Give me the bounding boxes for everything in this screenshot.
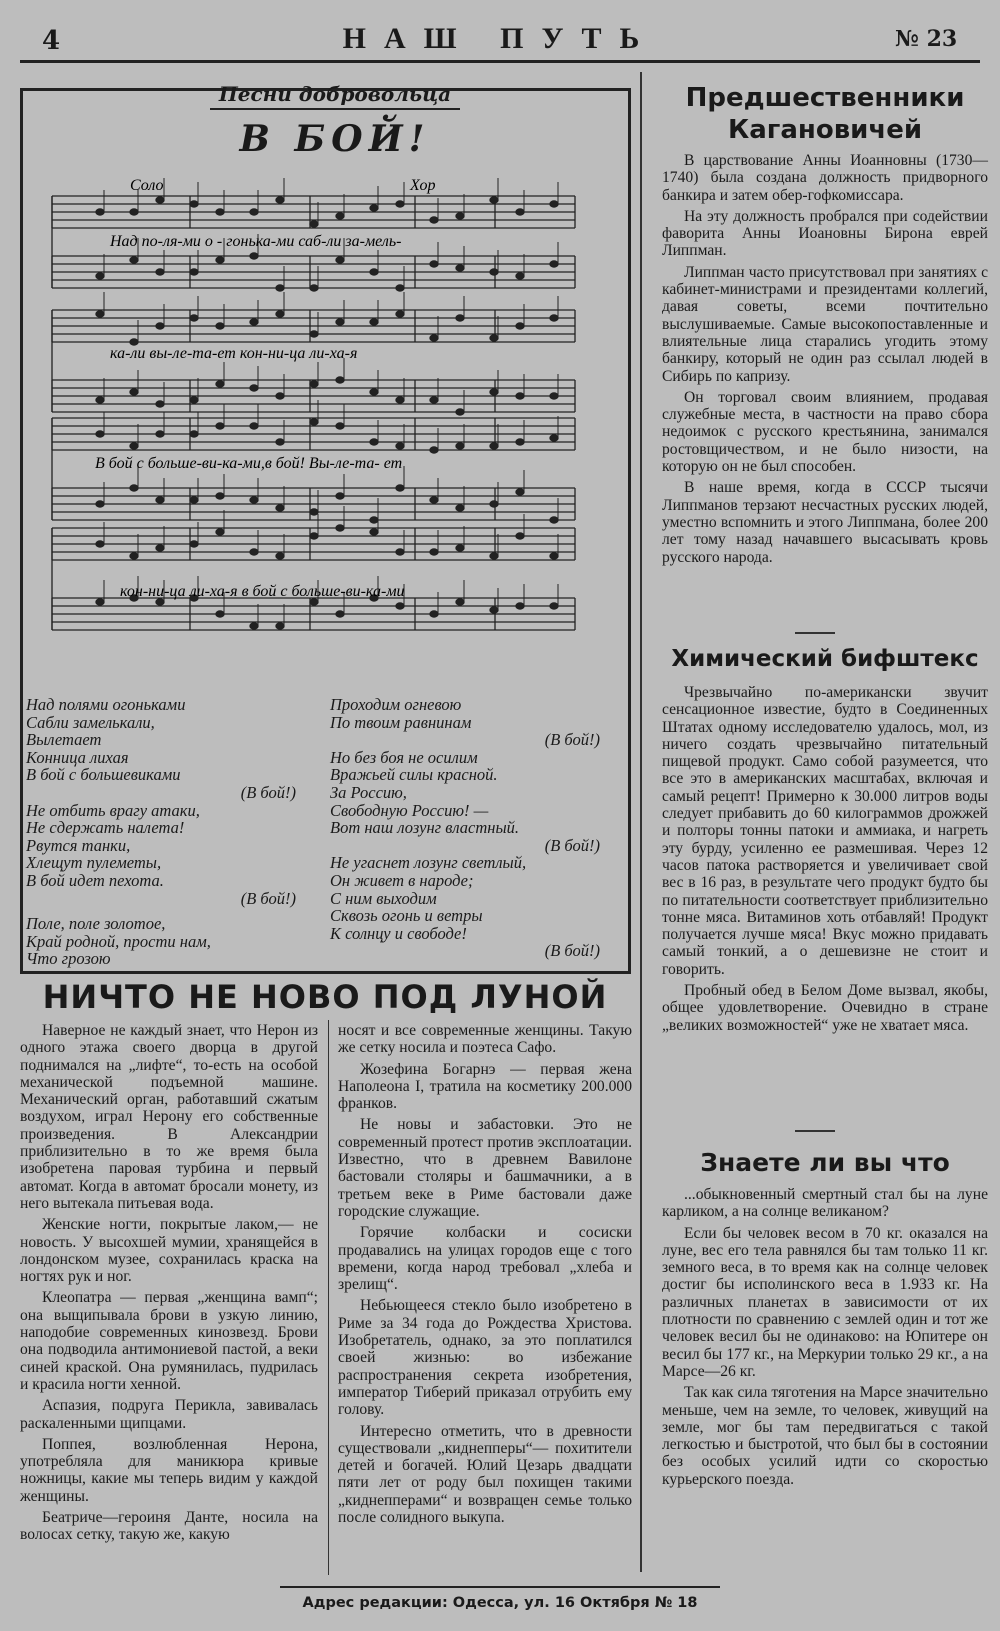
note-head bbox=[396, 311, 404, 317]
note-head bbox=[336, 319, 344, 325]
note-head bbox=[190, 541, 198, 547]
note-head bbox=[216, 493, 224, 499]
newspaper-title: НАШ ПУТЬ bbox=[342, 22, 658, 55]
note-head bbox=[516, 533, 524, 539]
choir-label: Хор bbox=[410, 178, 436, 194]
note-head bbox=[216, 257, 224, 263]
note-head bbox=[490, 501, 498, 507]
section-divider bbox=[795, 1130, 835, 1132]
sheet-music bbox=[40, 178, 610, 668]
column-divider bbox=[640, 72, 642, 1572]
note-head bbox=[96, 311, 104, 317]
note-head bbox=[516, 273, 524, 279]
note-head bbox=[336, 525, 344, 531]
note-head bbox=[456, 505, 464, 511]
note-head bbox=[516, 209, 524, 215]
note-head bbox=[370, 319, 378, 325]
editorial-address: Адрес редакции: Одесса, ул. 16 Октября № 18 bbox=[302, 1595, 698, 1611]
note-head bbox=[216, 611, 224, 617]
note-head bbox=[396, 485, 404, 491]
note-head bbox=[96, 273, 104, 279]
moon-title: НИЧТО НЕ НОВО ПОД ЛУНОЙ bbox=[42, 978, 608, 1016]
note-head bbox=[96, 599, 104, 605]
note-head bbox=[396, 549, 404, 555]
note-head bbox=[310, 533, 318, 539]
note-head bbox=[516, 489, 524, 495]
note-head bbox=[276, 311, 284, 317]
note-head bbox=[190, 269, 198, 275]
note-head bbox=[396, 603, 404, 609]
note-head bbox=[250, 209, 258, 215]
note-head bbox=[250, 549, 258, 555]
note-head bbox=[310, 509, 318, 515]
note-head bbox=[310, 285, 318, 291]
staff-lyric-1: Над по-ля-ми о - гонька-ми саб-ли за-мель- bbox=[110, 233, 402, 250]
note-head bbox=[370, 517, 378, 523]
song-kicker: Песни добровольца bbox=[210, 82, 460, 110]
note-head bbox=[156, 197, 164, 203]
note-head bbox=[310, 221, 318, 227]
staff-lyric-4: кон-ни-ца ли-ха-я в бой с больше-ви-ка-ми bbox=[120, 583, 405, 600]
note-head bbox=[216, 423, 224, 429]
steak-body: Чрезвычайно по-американски звучит сенсационное известие, будто в Соединенных Штатах одному исследователю удалось, мол, из ничего создать чрезвычайно питательный пищевой продукт. Само собой разумеется, что все это в американских масштабах, включая и самый рецепт! Примерно к 30.000 литров воды следует прибавить до 60 килограммов дрожжей и полторы тонны патоки и аммиака, и нагреть эту бурду, усиленно ее размешивая. Через 12 часов патока растворяется и увеличивает свой вес в 16 раз, в результате чего продукт будто бы по питательности соответствует приблизительно тонне мяса. Витаминов хоть отбавляй! Продукт получается лучше мяса! Вкус можно придавать самый тонкий, а о дешевизне не стоит и говорить. Пробный обед в Белом Доме вызвал, якобы, общее удовлетворение. Очевидно в стране „великих возможностей“ уже не хватает мяса. bbox=[662, 684, 988, 1034]
refrain: (В бой!) bbox=[544, 835, 600, 855]
note-head bbox=[456, 409, 464, 415]
note-head bbox=[190, 497, 198, 503]
note-head bbox=[430, 335, 438, 341]
note-head bbox=[456, 265, 464, 271]
solo-label: Соло bbox=[130, 178, 164, 194]
note-head bbox=[250, 497, 258, 503]
note-head bbox=[550, 261, 558, 267]
note-head bbox=[490, 335, 498, 341]
note-head bbox=[336, 213, 344, 219]
note-head bbox=[490, 269, 498, 275]
note-head bbox=[430, 447, 438, 453]
note-head bbox=[130, 553, 138, 559]
note-head bbox=[276, 439, 284, 445]
moon-col-1: Наверное не каждый знает, что Нерон из одного этажа своего дворца в другой поднимался на „лифте“, то-есть на особой механической подъемной машине. Механический орган, работавший сжатым воздухом, играл Нерону его собственные произведения. В Александрии приблизительно в то же время была изобретена паровая турбина и первый автомат. Когда в автомат бросали монету, из него вытекала питьевая вода. Женские ногти, покрытые лаком,— не новость. У высохшей мумии, хранящейся в лондонском музее, сохранилась краска на ногтях рук и ног. Клеопатра — первая „женщина вамп“; она выщипывала брови в узкую линию, наподобие современных кинозвезд. Брови она подводила антимониевой пастой, а веки синей краской. Она румянилась, пудрилась и красила ногти хенной. Аспазия, подруга Перикла, завивалась раскаленными щипцами. Поппея, возлюбленная Нерона, употребляла для маникюра кривые ножницы, какие мы теперь видим у каждой женщины. Беатриче—героиня Данте, носила на волосах сетку, такую же, какую bbox=[20, 1022, 318, 1544]
verses-left: Над полями огоньками Сабли замелькали, Вылетает Конница лихая В бой с большевиками (В бой!) Не отбить врагу атаки, Не сдержать налета! Рвутся танки, Хлещут пулеметы, В бой идет пехота. (В бой!) Поле, поле золотое, Край родной, прости нам, Что грозою bbox=[26, 695, 296, 969]
note-head bbox=[516, 603, 524, 609]
note-head bbox=[430, 549, 438, 555]
refrain: (В бой!) bbox=[544, 730, 600, 750]
refrain: (В бой!) bbox=[240, 888, 296, 908]
note-head bbox=[490, 607, 498, 613]
staff-lyric-2: ка-ли вы-ле-та-ет кон-ни-ца ли-ха-я bbox=[110, 345, 358, 362]
kaganovich-title: Предшественники Кагановичей bbox=[685, 83, 965, 145]
section-divider bbox=[795, 632, 835, 634]
note-head bbox=[310, 419, 318, 425]
note-head bbox=[456, 213, 464, 219]
note-head bbox=[336, 423, 344, 429]
issue-number: № 23 bbox=[895, 26, 958, 52]
column-divider-bottom bbox=[328, 1020, 329, 1575]
refrain: (В бой!) bbox=[240, 782, 296, 802]
note-head bbox=[456, 443, 464, 449]
know-title: Знаете ли вы что bbox=[700, 1148, 950, 1177]
note-head bbox=[216, 209, 224, 215]
note-head bbox=[130, 389, 138, 395]
note-head bbox=[456, 315, 464, 321]
footer-rule bbox=[280, 1586, 720, 1588]
note-head bbox=[130, 257, 138, 263]
kaganovich-body: В царствование Анны Иоанновны (1730—1740) была создана должность придворного банкира и затем обер-гофкомиссара. На эту должность пробрался при содействии фаворита Анны Иоановны Бирона еврей Липпман. Липпман часто присутствовал при занятиях с кабинет-министрами и президентами коллегий, давая советы, всеми почтительно выслушиваемые. Самые высокопоставленные и влиятельные лица старались угодить этому банкиру, который не один раз ссылал людей в Сибирь по капризу. Он торговал своим влиянием, продавая служебные места, в частности на право сбора недоимок с русского крестьянина, занимался ростовщичеством, и не было низости, на которую он не был способен. В наше время, когда в СССР тысячи Липпманов терзают несчастных русских людей, уместно вспомнить и этого Липпмана, более 200 лет тому назад начавшего высасывать кровь русского народа. bbox=[662, 152, 988, 566]
note-head bbox=[250, 319, 258, 325]
note-head bbox=[96, 431, 104, 437]
note-head bbox=[370, 439, 378, 445]
note-head bbox=[336, 611, 344, 617]
note-head bbox=[490, 443, 498, 449]
note-head bbox=[456, 545, 464, 551]
note-head bbox=[276, 505, 284, 511]
note-head bbox=[490, 197, 498, 203]
note-head bbox=[156, 323, 164, 329]
note-head bbox=[250, 253, 258, 259]
note-head bbox=[550, 201, 558, 207]
note-head bbox=[430, 217, 438, 223]
note-head bbox=[156, 431, 164, 437]
song-title: В БОЙ! bbox=[239, 118, 431, 160]
note-head bbox=[430, 611, 438, 617]
note-head bbox=[490, 553, 498, 559]
note-head bbox=[276, 197, 284, 203]
note-head bbox=[250, 423, 258, 429]
steak-title: Химический бифштекс bbox=[671, 646, 979, 672]
note-head bbox=[370, 529, 378, 535]
note-head bbox=[490, 389, 498, 395]
note-head bbox=[430, 261, 438, 267]
refrain: (В бой!) bbox=[544, 941, 600, 961]
note-head bbox=[250, 623, 258, 629]
note-head bbox=[370, 269, 378, 275]
note-head bbox=[96, 209, 104, 215]
note-head bbox=[430, 397, 438, 403]
note-head bbox=[396, 443, 404, 449]
note-head bbox=[276, 553, 284, 559]
staff-lyric-3: В бой с больше-ви-ка-ми,в бой! Вы-ле-та- ет bbox=[95, 455, 403, 472]
note-head bbox=[550, 435, 558, 441]
note-head bbox=[156, 269, 164, 275]
note-head bbox=[370, 389, 378, 395]
note-head bbox=[370, 205, 378, 211]
note-head bbox=[456, 599, 464, 605]
verses-right: Проходим огневою По твоим равнинам (В бой!) Но без боя не осилим Вражьей силы красной. За Россию, Свободную Россию! — Вот наш лозунг властный. (В бой!) Не угаснет лозунг светлый, Он живет в народе; С ним выходим Сквозь огонь и ветры К солнцу и свободе! (В бой!) bbox=[330, 695, 600, 961]
page-number: 4 bbox=[42, 26, 61, 56]
note-head bbox=[216, 529, 224, 535]
note-head bbox=[216, 323, 224, 329]
note-head bbox=[96, 541, 104, 547]
note-head bbox=[130, 209, 138, 215]
note-head bbox=[156, 497, 164, 503]
note-head bbox=[190, 397, 198, 403]
note-head bbox=[396, 201, 404, 207]
note-head bbox=[156, 545, 164, 551]
note-head bbox=[396, 285, 404, 291]
note-head bbox=[336, 257, 344, 263]
note-head bbox=[96, 501, 104, 507]
note-head bbox=[550, 393, 558, 399]
masthead-rule bbox=[20, 60, 980, 63]
note-head bbox=[130, 443, 138, 449]
note-head bbox=[430, 497, 438, 503]
note-head bbox=[336, 377, 344, 383]
note-head bbox=[216, 381, 224, 387]
note-head bbox=[190, 431, 198, 437]
note-head bbox=[156, 401, 164, 407]
note-head bbox=[550, 517, 558, 523]
note-head bbox=[336, 493, 344, 499]
note-head bbox=[190, 315, 198, 321]
note-head bbox=[190, 201, 198, 207]
note-head bbox=[276, 393, 284, 399]
note-head bbox=[550, 553, 558, 559]
note-head bbox=[310, 381, 318, 387]
note-head bbox=[310, 331, 318, 337]
know-body: ...обыкновенный смертный стал бы на луне карликом, а на солнце великаном? Если бы человек весом в 70 кг. оказался на луне, вес его тела равнялся бы там только 11 кг. земного веса, в то время как на солнце человек достиг бы исполинского веса в 1.933 кг. На различных планетах в зависимости от их плотности по сравнению с землей один и тот же человек весил бы не одинаково: на Юпитере он весил бы 177 кг., на Меркурии только 29 кг., а на Марсе—26 кг. Так как сила тяготения на Марсе значительно меньше, чем на земле, то человек, живущий на земле, мог бы там передвигаться с такой легкостью и быстротой, что был бы в состоянии без особых усилий идти со скоростью курьерского поезда. bbox=[662, 1186, 988, 1488]
note-head bbox=[516, 439, 524, 445]
note-head bbox=[516, 393, 524, 399]
note-head bbox=[96, 397, 104, 403]
note-head bbox=[550, 315, 558, 321]
note-head bbox=[276, 623, 284, 629]
note-head bbox=[396, 397, 404, 403]
note-head bbox=[130, 485, 138, 491]
note-head bbox=[516, 323, 524, 329]
note-head bbox=[550, 603, 558, 609]
moon-col-2: носят и все современные женщины. Такую же сетку носила и поэтеса Сафо. Жозефина Богарнэ — первая жена Наполеона I, тратила на косметику 200.000 франков. Не новы и забастовки. Это не современный протест против эксплоатации. Известно, что в древнем Вавилоне бастовали столяры и башмачники, а в третьем веке в Риме бастовали даже городские служащие. Горячие колбаски и сосиски продавались на улицах городов еще с того времени, когда народ требовал „хлеба и зрелищ“. Небьющееся стекло было изобретено в Риме за 34 года до Рождества Христова. Изобретатель, однако, за это поплатился своей жизнью: во избежание распространения секрета изобретения, император Тиберий приказал отрубить ему голову. Интересно отметить, что в древности существовали „киднепперы“— похитители детей и богачей. Юлий Цезарь двадцати пяти лет от роду был похищен такими „киднепперами“ и возвращен семье только после солидного выкупа. bbox=[338, 1022, 632, 1527]
note-head bbox=[276, 285, 284, 291]
note-head bbox=[250, 385, 258, 391]
